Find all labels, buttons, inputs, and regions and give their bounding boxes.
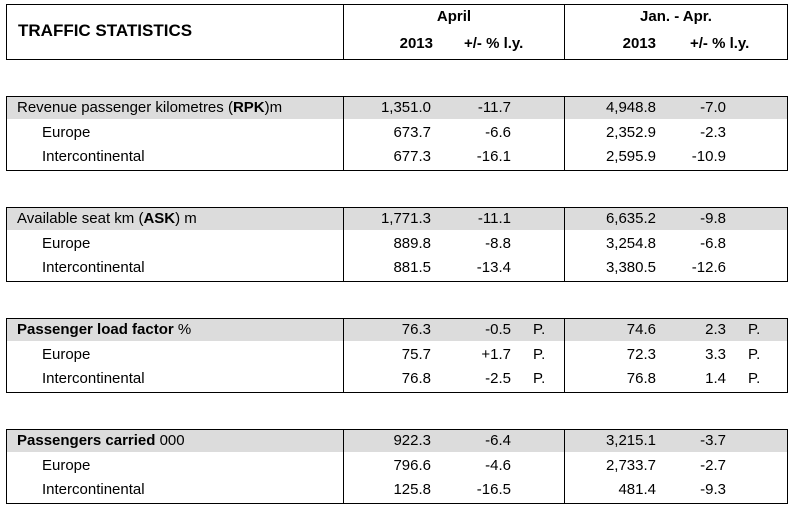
section-title-bold: ASK: [143, 210, 176, 227]
section-title-post: 000: [155, 432, 185, 449]
april-change: -11.1: [477, 210, 511, 227]
section-divider-2: [564, 96, 565, 171]
section-title-rpk: [17, 97, 282, 119]
april-value: 76.3: [401, 321, 431, 338]
ytd-value: 3,380.5: [605, 259, 656, 276]
april-change: -11.7: [477, 99, 511, 116]
april-value: 796.6: [393, 457, 431, 474]
april-unit: P.: [533, 321, 546, 338]
ytd-change: -9.8: [700, 210, 726, 227]
ytd-value: 2,595.9: [605, 148, 656, 165]
header-change-ytd: +/- % l.y.: [690, 35, 750, 52]
ytd-change: -6.8: [700, 235, 726, 252]
row-label: Intercontinental: [42, 481, 145, 498]
row-label: Europe: [42, 457, 91, 474]
april-change: -6.4: [485, 432, 511, 449]
april-change: -16.1: [476, 148, 511, 165]
ytd-value: 3,254.8: [605, 235, 656, 252]
ytd-change: 2.3: [705, 321, 726, 338]
row-label: Intercontinental: [42, 370, 145, 387]
april-value: 125.8: [393, 481, 431, 498]
ytd-change: -2.7: [700, 457, 726, 474]
section-title-bold: RPK: [232, 99, 265, 116]
row-label: Intercontinental: [42, 259, 145, 276]
section-title-post: )m: [264, 99, 283, 116]
april-change: -16.5: [476, 481, 511, 498]
section-divider-1: [343, 318, 344, 393]
row-label: Europe: [42, 235, 91, 252]
header-change-april: +/- % l.y.: [464, 35, 524, 52]
ytd-change: 3.3: [705, 346, 726, 363]
ytd-value: 3,215.1: [605, 432, 656, 449]
row-label: Europe: [42, 346, 91, 363]
ytd-unit: P.: [748, 346, 761, 363]
ytd-value: 481.4: [618, 481, 656, 498]
section-divider-1: [343, 207, 344, 282]
april-change: -4.6: [485, 457, 511, 474]
ytd-value: 76.8: [626, 370, 656, 387]
section-divider-2: [564, 429, 565, 504]
april-unit: P.: [533, 346, 546, 363]
april-value: 76.8: [401, 370, 431, 387]
header-period-month: April: [436, 8, 472, 25]
ytd-change: -12.6: [691, 259, 726, 276]
section-divider-2: [564, 207, 565, 282]
ytd-value: 2,733.7: [605, 457, 656, 474]
ytd-unit: P.: [748, 370, 761, 387]
april-value: 889.8: [393, 235, 431, 252]
april-unit: P.: [533, 370, 546, 387]
section-divider-1: [343, 429, 344, 504]
april-value: 922.3: [393, 432, 431, 449]
row-label: Europe: [42, 124, 91, 141]
section-title-pre: Revenue passenger kilometres (: [17, 99, 233, 116]
ytd-change: -9.3: [700, 481, 726, 498]
april-value: 75.7: [401, 346, 431, 363]
april-value: 677.3: [393, 148, 431, 165]
april-change: -2.5: [485, 370, 511, 387]
april-change: -8.8: [485, 235, 511, 252]
row-label: Intercontinental: [42, 148, 145, 165]
section-title-bold: Passengers carried: [17, 432, 156, 449]
section-title-pre: Available seat km (: [17, 210, 144, 227]
ytd-value: 74.6: [626, 321, 656, 338]
april-value: 1,771.3: [380, 210, 431, 227]
ytd-change: -2.3: [700, 124, 726, 141]
section-divider-2: [564, 318, 565, 393]
header-year-april: 2013: [399, 35, 433, 52]
ytd-value: 6,635.2: [605, 210, 656, 227]
april-change: -0.5: [485, 321, 511, 338]
section-divider-1: [343, 96, 344, 171]
ytd-change: 1.4: [705, 370, 726, 387]
header-year-ytd: 2013: [622, 35, 656, 52]
ytd-value: 2,352.9: [605, 124, 656, 141]
header-period-ytd: Jan. - Apr.: [640, 8, 712, 25]
section-title-bold: Passenger load factor: [17, 321, 174, 338]
april-change: -6.6: [485, 124, 511, 141]
ytd-value: 72.3: [626, 346, 656, 363]
ytd-value: 4,948.8: [605, 99, 656, 116]
page-title: TRAFFIC STATISTICS: [18, 21, 193, 40]
ytd-change: -7.0: [700, 99, 726, 116]
section-title-post: %: [173, 321, 192, 338]
ytd-change: -3.7: [700, 432, 726, 449]
section-title-ask: [17, 208, 197, 230]
april-change: +1.7: [481, 346, 511, 363]
april-value: 881.5: [393, 259, 431, 276]
ytd-unit: P.: [748, 321, 761, 338]
section-title-pax: [17, 430, 185, 452]
section-title-plf: [17, 319, 191, 341]
april-value: 673.7: [393, 124, 431, 141]
april-value: 1,351.0: [380, 99, 431, 116]
ytd-change: -10.9: [691, 148, 726, 165]
april-change: -13.4: [476, 259, 511, 276]
section-title-post: ) m: [175, 210, 197, 227]
